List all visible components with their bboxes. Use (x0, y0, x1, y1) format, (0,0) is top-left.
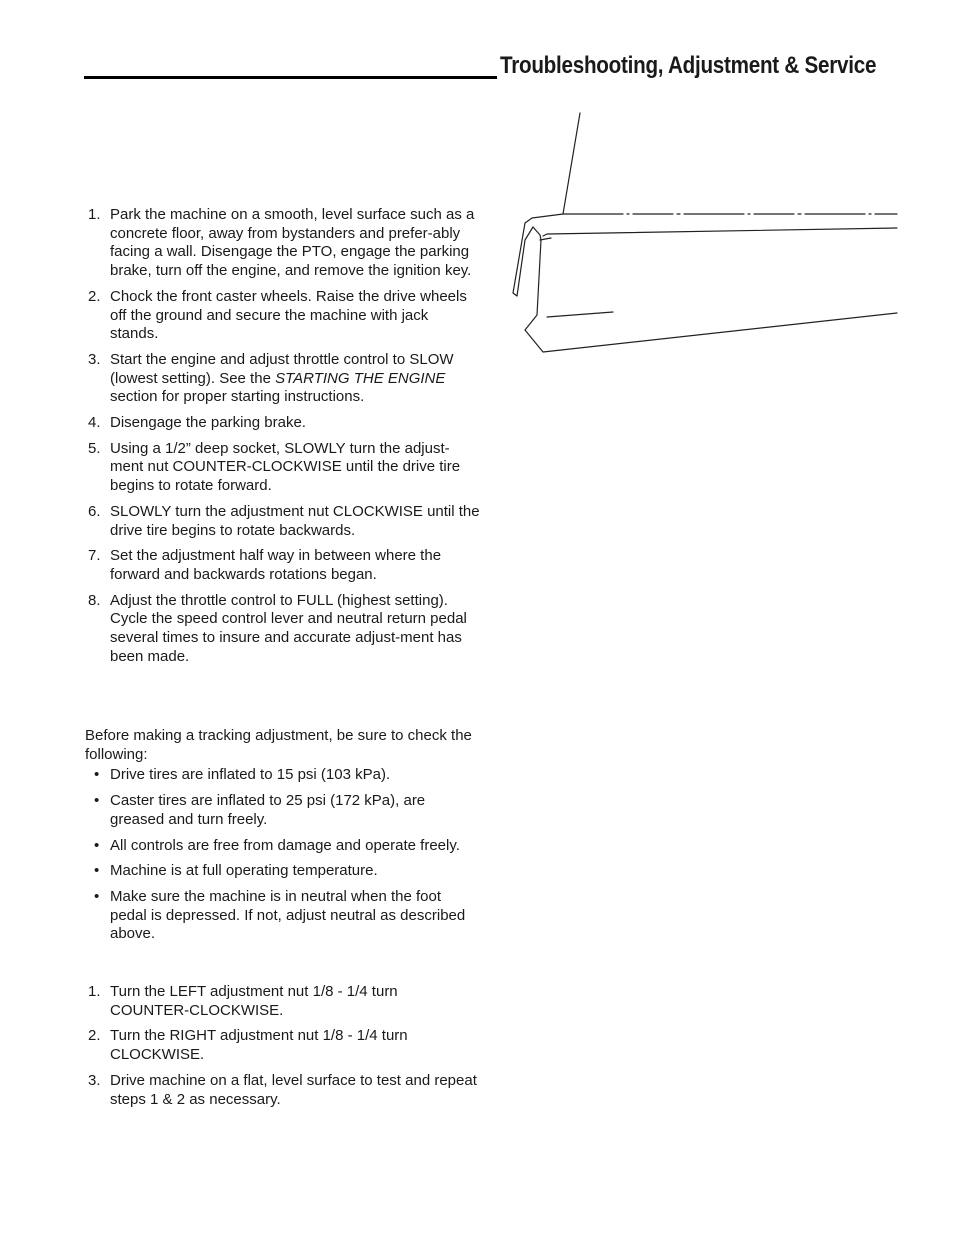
bullet: • (94, 887, 100, 905)
page-title: Troubleshooting, Adjustment & Service (500, 52, 877, 79)
step-text: SLOWLY turn the adjustment nut CLOCKWISE until the drive tire begins to rotate backwards. (110, 502, 480, 539)
list-item (85, 1072, 480, 1109)
list-item (85, 766, 480, 785)
step-text: Park the machine on a smooth, level surface such as a concrete floor, away from bystanders and prefer-ably facing a wall. Disengage the PTO, engage the parking brake, turn off the engine, and remove the ignition key. (110, 206, 475, 280)
tracking-checklist (85, 727, 480, 951)
step-text: Adjust the throttle control to FULL (highest setting). Cycle the speed control lever and neutral return pedal several times to insure and accurate adjust-ment has been made. (110, 591, 467, 665)
step-text: Turn the LEFT adjustment nut 1/8 - 1/4 turn COUNTER-CLOCKWISE. (110, 983, 398, 1019)
tracking-adjustment-steps (85, 983, 480, 1116)
list-item (85, 888, 480, 944)
step-text: Disengage the parking brake. (110, 414, 306, 432)
step-number: 6. (88, 502, 101, 520)
tracking-intro: Before making a tracking adjustment, be sure to check the following: (85, 727, 472, 763)
step-text: Set the adjustment half way in between where the forward and backwards rotations began. (110, 547, 442, 583)
bullet: • (94, 862, 100, 880)
header-rule (84, 76, 497, 79)
step-text: Chock the front caster wheels. Raise the drive wheels off the ground and secure the machine with jack stands. (110, 287, 467, 343)
step-text: Drive machine on a flat, level surface to test and repeat steps 1 & 2 as necessary. (110, 1071, 477, 1108)
step-text: Turn the RIGHT adjustment nut 1/8 - 1/4 turn CLOCKWISE. (110, 1027, 408, 1064)
bullet: • (94, 792, 100, 810)
section-reference: STARTING THE ENGINE (275, 369, 446, 387)
step-text-part: Start the engine and adjust throttle control to SLOW (lowest setting). See the (110, 350, 454, 387)
list-item (85, 206, 480, 281)
bullet: • (94, 766, 100, 784)
step-number: 5. (88, 439, 101, 457)
list-item (85, 792, 480, 829)
step-number: 1. (88, 206, 101, 223)
list-item (85, 351, 480, 407)
list-item (85, 414, 480, 433)
step-number: 8. (88, 591, 101, 609)
list-item (85, 288, 480, 344)
bullet-text: Drive tires are inflated to 15 psi (103 kPa). (110, 766, 391, 784)
list-item (85, 547, 480, 584)
step-number: 7. (88, 547, 101, 565)
step-number: 4. (88, 414, 101, 432)
step-text-part: section for proper starting instructions. (110, 388, 365, 406)
step-number: 3. (88, 1071, 101, 1089)
bullet-text: Caster tires are inflated to 25 psi (172 kPa), are greased and turn freely. (110, 792, 426, 828)
step-text: Using a 1/2” deep socket, SLOWLY turn the adjust-ment nut COUNTER-CLOCKWISE until the drive tire begins to rotate forward. (110, 439, 461, 495)
list-item (85, 1027, 480, 1064)
list-item (85, 983, 480, 1020)
bullet-text: Make sure the machine is in neutral when the foot pedal is depressed. If not, adjust neutral as described above. (110, 887, 466, 943)
neutral-adjustment-steps (85, 206, 480, 673)
bullet: • (94, 836, 100, 854)
list-item (85, 440, 480, 496)
step-number: 3. (88, 350, 101, 368)
step-number: 2. (88, 287, 101, 305)
machine-panel-illustration (495, 110, 905, 365)
step-number: 2. (88, 1027, 101, 1045)
list-item (85, 837, 480, 856)
bullet-text: Machine is at full operating temperature. (110, 862, 378, 880)
step-number: 1. (88, 983, 101, 1000)
step-text (110, 351, 454, 405)
list-item (85, 592, 480, 667)
bullet-text: All controls are free from damage and operate freely. (110, 836, 460, 854)
list-item (85, 503, 480, 540)
list-item (85, 862, 480, 881)
